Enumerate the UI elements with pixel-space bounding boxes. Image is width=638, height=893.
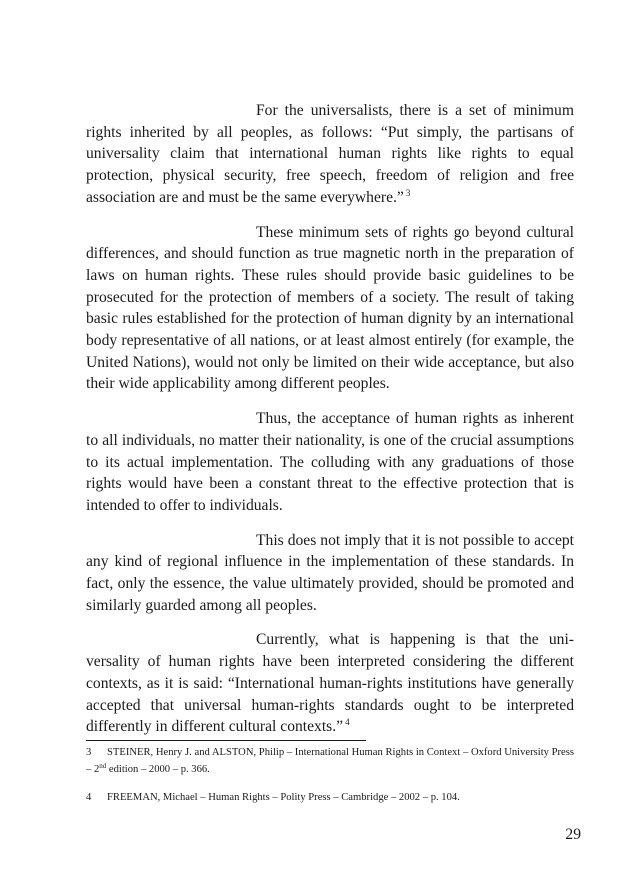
paragraph <box>86 100 574 209</box>
footnote-reference: 4 <box>345 717 350 728</box>
paragraph-text: Currently, what is happening is that the universality of human rights have been interpreted considering the different contexts, as it is said: “International human-rights institutions have generally accepted that universal human-rights standards ought to be interpreted differently in different cultural contexts.” <box>86 631 574 736</box>
footnote-text: STEINER, Henry J. and ALSTON, Philip – International Human Rights in Context – Oxford University Press – 2 <box>86 747 574 775</box>
paragraph <box>86 629 574 738</box>
footnote-superscript: nd <box>99 762 107 770</box>
footnote-number: 3 <box>86 747 92 758</box>
paragraph <box>86 530 574 617</box>
footnote-text: FREEMAN, Michael – Human Rights – Polity Press – Cambridge – 2002 – p. 104. <box>107 792 460 803</box>
footnote <box>86 744 574 778</box>
footnote-number: 4 <box>86 792 92 803</box>
paragraph <box>86 408 574 517</box>
page-number: 29 <box>565 826 581 843</box>
footnote-reference: 3 <box>405 187 411 198</box>
paragraph-text: Thus, the acceptance of human rights as inherent to all individuals, no matter their nationality, is one of the crucial assumptions to its actual implementation. The colluding with any graduations of those rights would have been a constant threat to the effective protection that is intended to offer to individuals. <box>86 410 574 514</box>
body-text <box>86 100 574 751</box>
footnote-separator <box>86 740 366 741</box>
footnote-text-continued: edition – 2000 – p. 366. <box>106 764 210 775</box>
paragraph <box>86 222 574 396</box>
paragraph-text: For the universalists, there is a set of minimum rights inherited by all peoples, as follows: “Put simply, the partisans of universality claim that international human rights like rights to equal protection, physical security, free speech, freedom of religion and free association are and must be the same everywhere.” <box>86 102 574 206</box>
footnote <box>86 789 574 806</box>
paragraph-text: These minimum sets of rights go beyond cultural differences, and should function as true magnetic north in the preparation of laws on human rights. These rules should provide basic guidelines to be prosecuted for the protection of members of a society. The result of taking basic rules established for the protection of human dignity by an international body representative of all nations, or at least almost entirely (for example, the United Nations), would not only be limited on their wide acceptance, but also their wide applicability among different peoples. <box>86 223 574 393</box>
paragraph-text: This does not imply that it is not possible to accept any kind of regional influence in the implementation of these standards. In fact, only the essence, the value ultimately provided, should be promoted and similarly guarded among all peoples. <box>86 531 574 614</box>
footnotes <box>86 744 574 817</box>
